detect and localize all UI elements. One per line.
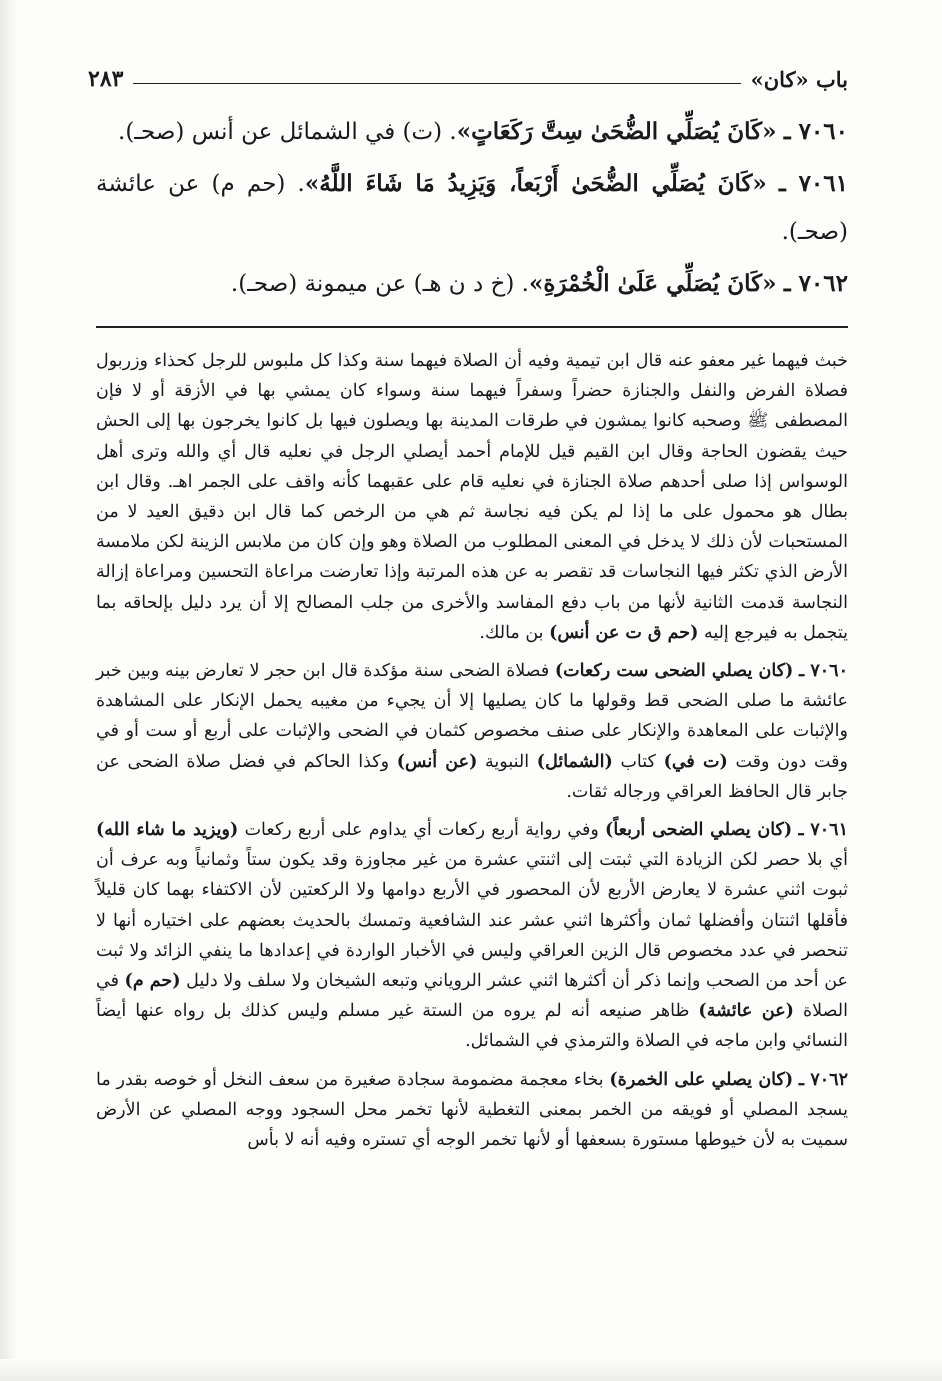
hadith-matn: «كَانَ يُصَلِّي الضُّحَىٰ سِتَّ رَكَعَاتٍ»	[456, 118, 777, 145]
reference: (ت في)	[663, 751, 728, 772]
running-header	[88, 56, 848, 92]
hadith-number: ٧٠٦٠ ـ	[783, 118, 848, 145]
commentary-7061: ٧٠٦١ ـ (كان يصلي الضحى أربعاً) وفي رواية أربع ركعات أي يداوم على أربع ركعات (ويزيد ما شاء الله) أي بلا حصر لكن الزيادة التي ثبتت إلى اثنتي عشرة من غير مجاوزة وقد يكون ستاً وثمانياً وبه عرف أن ثبوت اثني عشرة لا يعارض الأربع لأن المحصور في الأربع دوامها ولا الركعتين لأن الاكتفاء بهما كان قليلاً فأقلها اثنتان وأفضلها ثمان وأكثرها اثني عشر عند الشافعية وتمسك بالحديث بعضهم على اختياره أنها لا تنحصر في عدد مخصوص قال الزين العراقي وليس في الأخبار الواردة في إعدادها ما ينفي الزائد ولا ثبت عن أحد من الصحب وإنما ذكر أن أكثرها اثني عشر الروياني وتبعه الشيخان ولا سلف ولا دليل (حم م) في الصلاة (عن عائشة) ظاهر صنيعه أنه لم يروه من الستة غير مسلم وليس كذلك بل رواه عنها أيضاً النسائي وابن ماجه في الصلاة والترمذي في الشمائل.	[96, 820, 848, 1052]
hadith-source: . (حم م) عن عائشة (صحـ).	[96, 171, 848, 245]
hadith-source: . (خ د ن هـ) عن ميمونة (صحـ).	[230, 271, 529, 297]
entry-number: ٧٠٦١ ـ	[798, 820, 848, 841]
reference: (حم ق ت عن أنس)	[549, 622, 699, 643]
hadith-number: ٧٠٦١ ـ	[778, 170, 848, 197]
header-rule	[133, 83, 740, 84]
hadith-7060	[96, 108, 848, 156]
hadith-source: . (ت) في الشمائل عن أنس (صحـ).	[118, 119, 457, 145]
entry-quote: (كان يصلي على الخمرة)	[609, 1069, 794, 1090]
entry-quote: (كان يصلي الضحى أربعاً)	[605, 820, 793, 841]
scan-edge-shadow	[0, 0, 18, 1381]
reference: (حم م)	[124, 971, 181, 992]
reference: (ويزيد ما شاء الله)	[96, 820, 239, 841]
hadith-7062	[96, 260, 848, 308]
hadith-matn: «كَانَ يُصَلِّي الضُّحَىٰ أَرْبَعاً، وَيَزِيدُ مَا شَاءَ اللَّهُ»	[304, 170, 767, 197]
hadith-texts	[96, 108, 848, 312]
page-number: ٢٨٣	[88, 66, 124, 92]
scan-bottom-shadow	[0, 1359, 942, 1381]
entry-number: ٧٠٦٢ ـ	[798, 1069, 848, 1090]
hadith-7061	[96, 160, 848, 256]
hadith-number: ٧٠٦٢ ـ	[783, 270, 848, 297]
reference: (عن عائشة)	[698, 1001, 794, 1022]
hadith-matn: «كَانَ يُصَلِّي عَلَىٰ الْخُمْرَةِ»	[528, 270, 777, 297]
chapter-title: باب «كان»	[750, 67, 848, 92]
section-divider	[96, 326, 848, 328]
entry-number: ٧٠٦٠ ـ	[799, 661, 848, 682]
commentary-7060: ٧٠٦٠ ـ (كان يصلي الضحى ست ركعات) فصلاة الضحى سنة مؤكدة قال ابن حجر لا تعارض بينه وبين خبر عائشة ما صلى الضحى قط وقولها ما كان يصليها إلا أن يجيء من مغيبه يحمل الإنكار على المشاهدة والإثبات على المعاهدة والإنكار على صنف مخصوص كثمان في الضحى والإثبات على أربع أو ست أو في وقت دون وقت (ت في) كتاب (الشمائل) النبوية (عن أنس) وكذا الحاكم في فضل صلاة الضحى عن جابر قال الحافظ العراقي ورجاله ثقات.	[96, 661, 848, 802]
commentary-continuation: خبث فيهما غير معفو عنه قال ابن تيمية وفيه أن الصلاة فيهما سنة وكذا كل ملبوس للرجل كحذاء وزربول فصلاة الفرض والنفل والجنازة حضراً وسفراً فيهما سنة وسواء كان يمشي بها في الأزقة أو لا فإن المصطفى ﷺ وصحبه كانوا يمشون في طرقات المدينة بها ويصلون فيها بل كانوا يخرجون بها إلى الحش حيث يقضون الحاجة وقال ابن القيم قيل للإمام أحمد أيصلي الرجل في نعليه قال أي والله وترى أهل الوسواس إذا صلى أحدهم صلاة الجنازة في نعليه قام على عقبهما كأنه واقف على الجمر اهـ. وقال ابن بطال هو محمول على ما إذا لم يكن فيه نجاسة ثم هي من الرخص كما قال ابن دقيق العيد لا من المستحبات لأن ذلك لا يدخل في المعنى المطلوب من الصلاة وهو وإن كان من ملابس الزينة لكن ملامسة الأرض الذي تكثر فيها النجاسات قد تقصر به عن هذه المرتبة وإذا تعارضت مراعاة التحسين ومراعاة إزالة النجاسة قدمت الثانية لأنها من باب دفع المفاسد والأخرى من جلب المصالح إلا أن يرد دليل بإلحاقه بما يتجمل به فيرجع إليه (حم ق ت عن أنس) بن مالك.	[96, 351, 848, 643]
reference: (الشمائل)	[536, 751, 613, 772]
commentary	[96, 346, 848, 1163]
reference: (عن أنس)	[396, 751, 478, 772]
entry-quote: (كان يصلي الضحى ست ركعات)	[554, 661, 794, 682]
commentary-7062: ٧٠٦٢ ـ (كان يصلي على الخمرة) بخاء معجمة مضمومة سجادة صغيرة من سعف النخل أو خوصه بقدر ما يسجد المصلي أو فويقه من الخمر بمعنى التغطية لأنها تخمر محل السجود ووجه المصلي عن الأرض سميت به لأن خيوطها مستورة بسعفها أو لأنها تخمر الوجه أي تستره وفيه أنه لا بأس	[96, 1069, 848, 1151]
